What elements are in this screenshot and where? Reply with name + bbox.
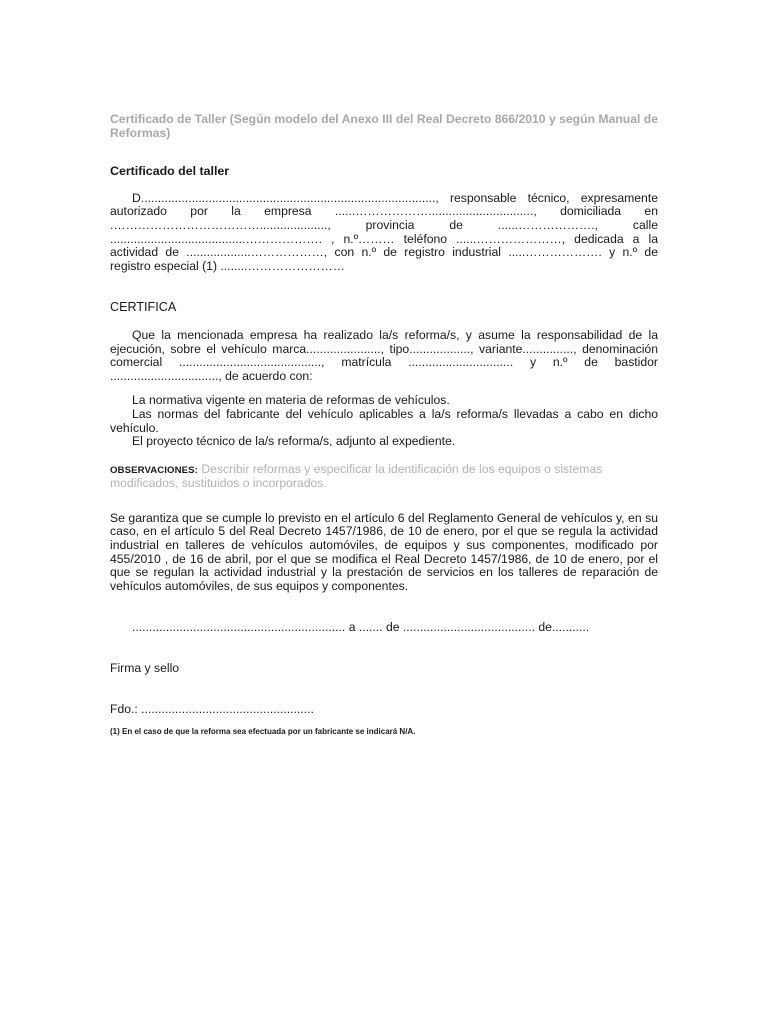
reform-paragraph: Que la mencionada empresa ha realizado la/s reforma/s, y asume la responsabilidad de la ejecución, sobre el vehículo marca......................, tipo.................., variante..............., denominación comercial .........................................., matrícula ............................... y n.º de bastidor ................................, de acuerdo con: [110, 327, 658, 383]
fdo-line: Fdo.: ................................................... [110, 701, 314, 716]
list-item: La normativa vigente en materia de reformas de vehículos. [132, 393, 450, 408]
observaciones-block [110, 463, 658, 491]
intro-paragraph: D......................................................................................., responsable técnico, expresamente autorizado por la empresa ......………………..............................., domiciliada en .………………………………...................., provincia de ......………………., calle ........................................………………. , n.º……… teléfono ......…………………, dedicada a la actividad de ...................………………, con n.º de registro industrial .....………………. y n.º de registro especial (1) ........…………………… [110, 190, 658, 273]
list-item: El proyecto técnico de la/s reforma/s, adjunto al expediente. [132, 434, 456, 449]
guarantee-paragraph: Se garantiza que se cumple lo previsto en el artículo 6 del Reglamento General de vehículos y, en su caso, en el artículo 5 del Real Decreto 1457/1986, de 10 de enero, por el que se regula la actividad industrial en talleres de vehículos automóviles, de equipos y sus componentes, modificado por 455/2010 , de 16 de abril, por el que se modifica el Real Decreto 1457/1986, de 10 de enero, por el que se regulan la actividad industrial y la prestación de servicios en los talleres de reparación de vehículos automóviles, de sus equipos y componentes. [110, 510, 658, 593]
section-title: Certificado del taller [110, 164, 230, 179]
certifica-label: CERTIFICA [110, 300, 177, 315]
observaciones-label: OBSERVACIONES: [110, 464, 198, 476]
document-heading: Certificado de Taller (Según modelo del Anexo III del Real Decreto 866/2010 y según Manual de Reformas) [110, 112, 658, 140]
firma-label: Firma y sello [110, 661, 180, 676]
compliance-list [110, 394, 658, 448]
footnote: (1) En el caso de que la reforma sea efectuada por un fabricante se indicará N/A. [110, 727, 416, 737]
document-body [110, 113, 658, 737]
list-item: Las normas del fabricante del vehículo aplicables a la/s reforma/s llevadas a cabo en dicho vehículo. [110, 406, 658, 435]
date-line: ............................................................... a ....... de ....................................... de........... [132, 620, 590, 635]
observaciones-text: Describir reformas y especificar la identificación de los equipos o sistemas modificados, sustituidos o incorporados. [110, 461, 603, 491]
